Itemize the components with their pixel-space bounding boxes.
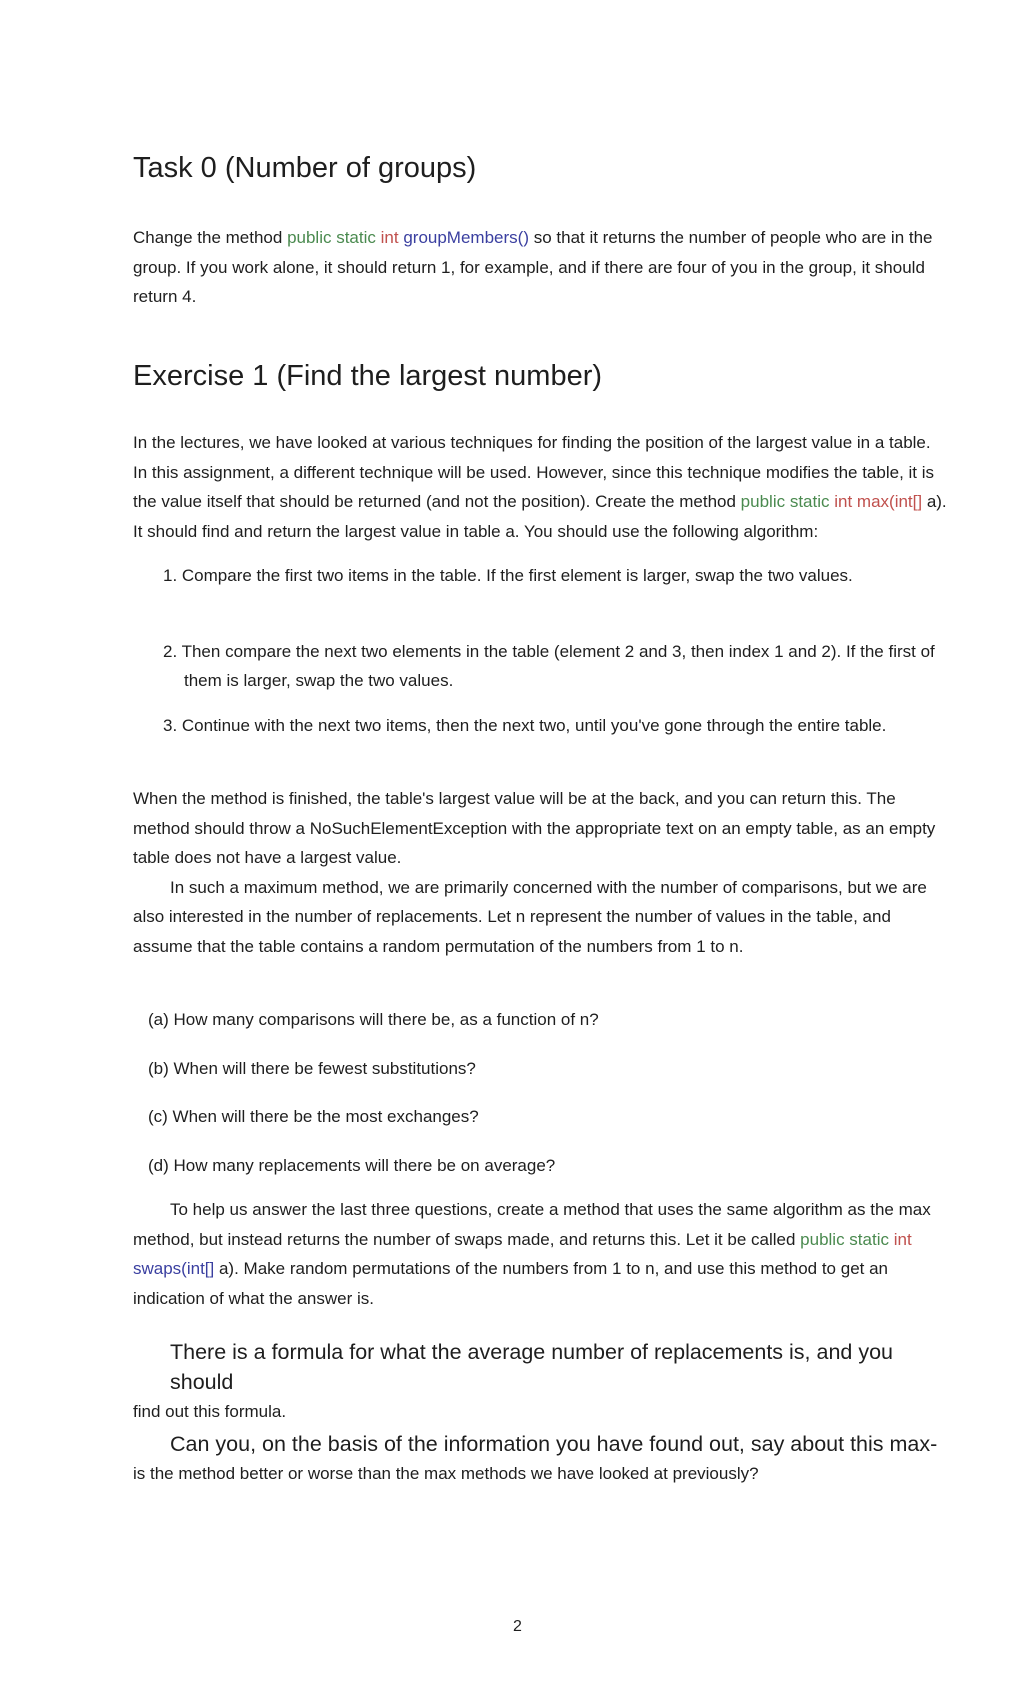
task0-text-a: Change the method — [133, 228, 288, 248]
help-paragraph — [133, 1195, 948, 1313]
algorithm-step-1: 1. Compare the first two items in the table. If the first element is larger, swap the two values. — [163, 566, 853, 585]
task0-code-method: groupMembers() — [403, 228, 529, 248]
comparison-line-large: Can you, on the basis of the information you have found out, say about this max- — [170, 1431, 938, 1456]
exercise1-intro — [133, 428, 948, 546]
question-d: (d) How many replacements will there be on average? — [148, 1155, 556, 1175]
questions-list — [133, 1005, 948, 1180]
question-b: (b) When will there be fewest substitutions? — [148, 1058, 476, 1078]
help-text-a: To help us answer the last three questions, create a method that uses the same algorithm as the max method, but instead returns the number of swaps made, and returns this. Let it be called — [133, 1200, 931, 1249]
task0-text-b: so that it returns the number of people who are in the group. If you work alone, it should return 1, for example, and if there are four of you in the group, it should return 4. — [133, 228, 933, 307]
formula-line-small: find out this formula. — [133, 1402, 287, 1421]
formula-paragraph — [133, 1337, 948, 1427]
exercise1-intro-b: a). It should find and return the largest value in table a. You should use the following algorithm: — [133, 492, 947, 541]
exercise1-intro-a: In the lectures, we have looked at various techniques for finding the position of the largest value in a table. In this assignment, a different technique will be used. However, since this technique modifies the table, it is the value itself that should be returned (and not the position). Create the method — [133, 433, 935, 511]
task0-code-type: int — [380, 228, 399, 248]
page-number: 2 — [513, 1618, 522, 1635]
exercise1-intro-code-signature: int max(int[] — [834, 492, 923, 511]
task0-code-modifiers: public static — [287, 228, 376, 248]
after-steps-paragraph: When the method is finished, the table's largest value will be at the back, and you can return this. The method should throw a NoSuchElementException with the appropriate text on an empty table, as an empty table does not have a largest value. — [133, 789, 936, 867]
exercise1-heading: Exercise 1 (Find the largest number) — [133, 359, 603, 392]
algorithm-step-3: 3. Continue with the next two items, then the next two, until you've gone through the entire table. — [163, 715, 887, 735]
algorithm-steps — [133, 561, 948, 740]
question-c: (c) When will there be the most exchanges? — [148, 1107, 479, 1126]
help-code-modifiers: public static — [800, 1229, 889, 1249]
page-content — [133, 150, 948, 1488]
comparison-paragraph — [133, 1429, 948, 1489]
task0-heading: Task 0 (Number of groups) — [133, 152, 477, 184]
comparison-line-small: is the method better or worse than the max methods we have looked at previously? — [133, 1463, 759, 1483]
formula-line-large: There is a formula for what the average number of replacements is, and you should — [170, 1340, 894, 1394]
maximum-method-paragraph: In such a maximum method, we are primarily concerned with the number of comparisons, but we are also interested in the number of replacements. Let n represent the number of values in the table, and assume that the table contains a random permutation of the numbers from 1 to n. — [133, 877, 927, 956]
question-a: (a) How many comparisons will there be, as a function of n? — [148, 1010, 599, 1029]
algorithm-step-2: 2. Then compare the next two elements in the table (element 2 and 3, then index 1 and 2). If the first of them is larger, swap the two values. — [163, 641, 935, 690]
task0-paragraph — [133, 223, 948, 312]
help-code-method: swaps(int[] — [133, 1259, 215, 1278]
help-text-b: a). Make random permutations of the numbers from 1 to n, and use this method to get an indication of what the answer is. — [133, 1259, 888, 1308]
exercise1-intro-code-modifiers: public static — [740, 492, 830, 511]
help-code-type: int — [893, 1229, 912, 1249]
